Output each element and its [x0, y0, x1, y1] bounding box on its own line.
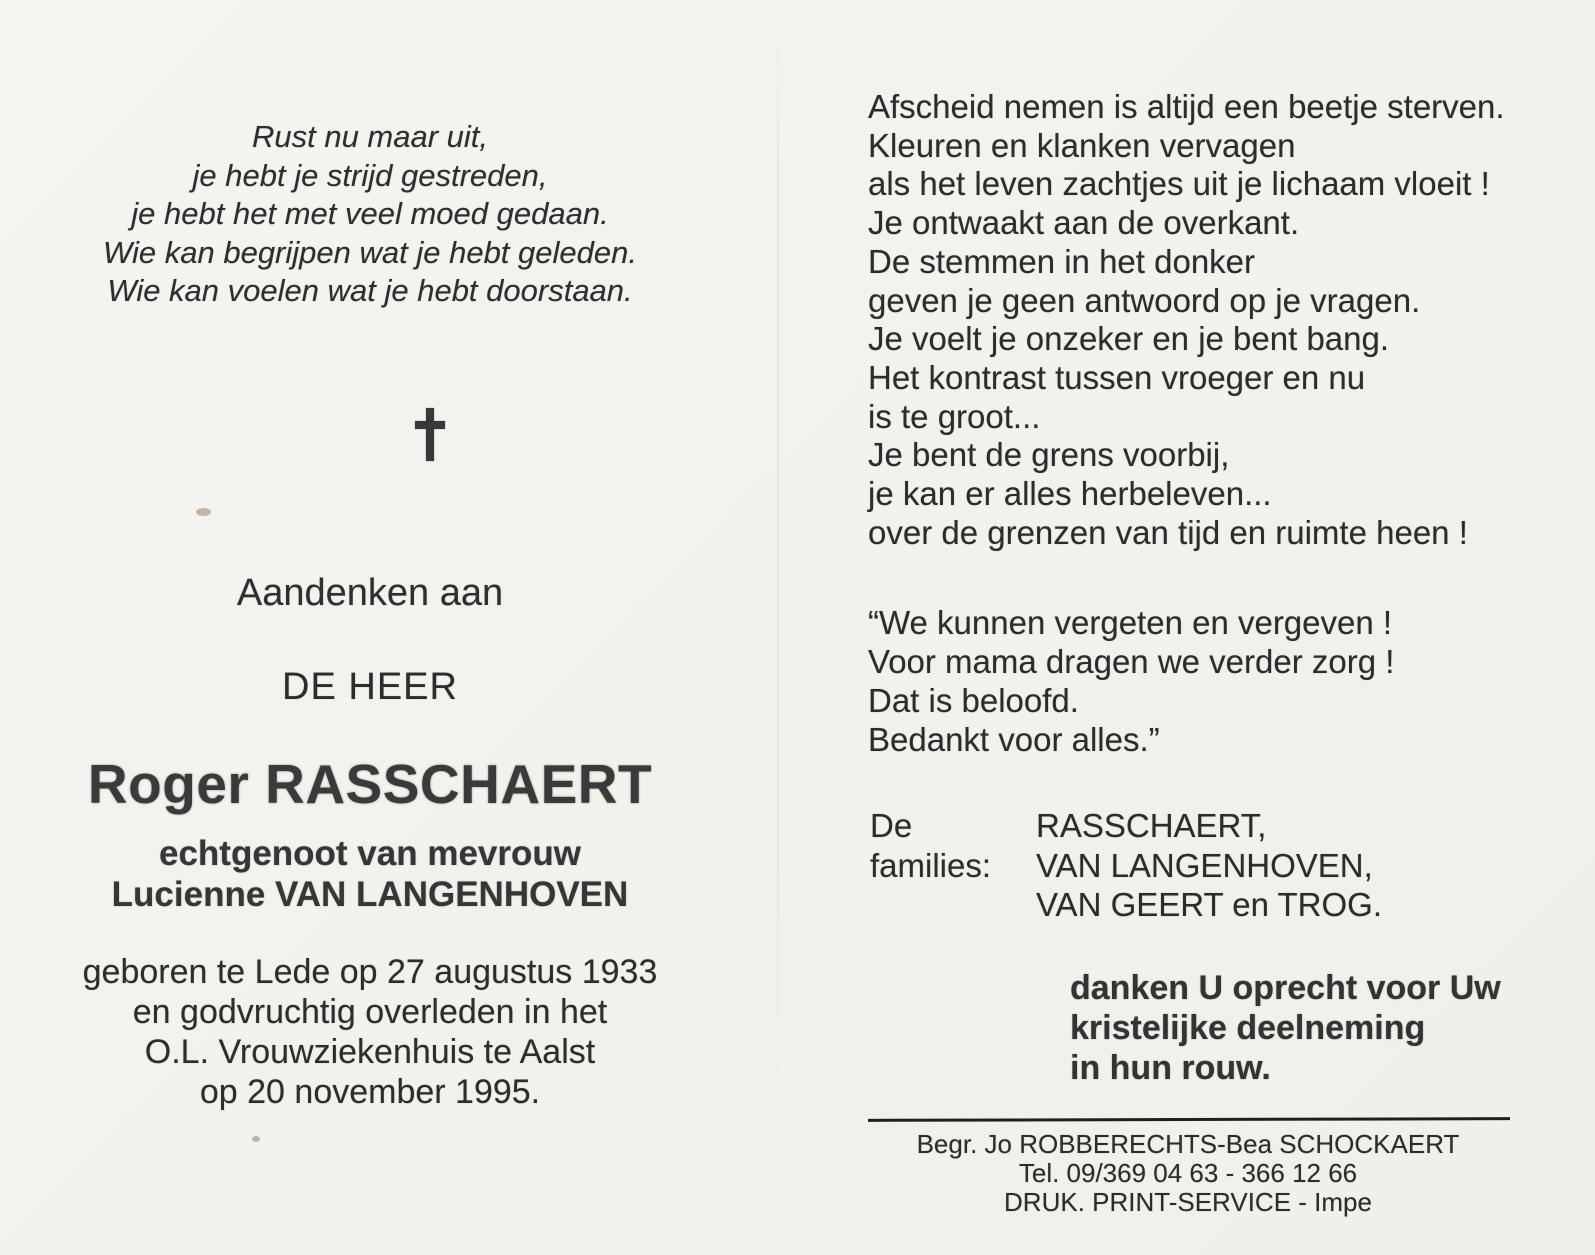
poem-line: Het kontrast tussen vroeger en nu — [868, 358, 1366, 396]
poem-line: als het leven zachtjes uit je lichaam vloeit ! — [868, 165, 1490, 203]
paper-speck — [196, 508, 211, 516]
poem-line: is te groot... — [868, 397, 1041, 435]
thanks-line: danken U oprecht voor Uw — [1070, 969, 1501, 1007]
cross-vertical-bar — [426, 408, 434, 461]
spouse-line: echtgenoot van mevrouw — [158, 834, 582, 873]
poem-line: je hebt het met veel moed gedaan. — [131, 196, 609, 231]
spouse-name: Lucienne VAN LANGENHOVEN — [111, 875, 629, 914]
farewell-poem — [868, 88, 1533, 552]
poem-line: je kan er alles herbeleven... — [868, 475, 1272, 513]
page-fold-crease — [777, 20, 779, 1170]
quote-line: Bedankt voor alles.” — [868, 721, 1160, 758]
death-line: en godvruchtig overleden in het — [132, 993, 608, 1031]
poem-line: over de grenzen van tijd en ruimte heen ! — [868, 513, 1468, 551]
undertaker-line: Begr. Jo ROBBERECHTS-Bea SCHOCKAERT — [916, 1129, 1460, 1159]
poem-line: Je voelt je onzeker en je bent bang. — [868, 320, 1390, 358]
birth-line: geboren te Lede op 27 augustus 1933 — [82, 953, 658, 991]
opening-poem — [55, 118, 685, 311]
honorific: DE HEER — [282, 666, 458, 708]
right-page — [868, 0, 1533, 1255]
quote-line: Voor mama dragen we verder zorg ! — [868, 643, 1395, 680]
memorial-label: Aandenken aan — [236, 572, 504, 614]
death-date-line: op 20 november 1995. — [199, 1073, 541, 1111]
death-place-line: O.L. Vrouwziekenhuis te Aalst — [144, 1033, 596, 1071]
families-label: De families: — [870, 807, 992, 884]
family-name: VAN LANGENHOVEN, — [1036, 846, 1373, 884]
poem-line: Je bent de grens voorbij, — [868, 436, 1230, 474]
poem-line: Je ontwaakt aan de overkant. — [868, 204, 1300, 242]
families-names — [1036, 806, 1382, 925]
phone-line: Tel. 09/369 04 63 - 366 12 66 — [1018, 1158, 1358, 1188]
poem-line: Kleuren en klanken vervagen — [868, 126, 1296, 164]
poem-line: Wie kan begrijpen wat je hebt geleden. — [103, 234, 637, 270]
poem-line: Rust nu maar uit, — [251, 119, 489, 154]
poem-line: geven je geen antwoord op je vragen. — [868, 281, 1421, 319]
left-page — [55, 0, 685, 1255]
family-name: VAN GEERT en TROG. — [1036, 886, 1383, 923]
deceased-name: Roger RASSCHAERT — [87, 753, 653, 815]
paper-speck — [252, 1136, 260, 1142]
poem-line: De stemmen in het donker — [868, 242, 1256, 280]
thanks-line: in hun rouw. — [1070, 1049, 1271, 1087]
thanks-line: kristelijke deelneming — [1070, 1009, 1426, 1047]
poem-line: Afscheid nemen is altijd een beetje sterven. — [868, 88, 1505, 125]
family-quote — [868, 603, 1533, 759]
quote-line: Dat is beloofd. — [868, 682, 1079, 719]
footer-divider — [868, 1117, 1510, 1122]
poem-line: je hebt je strijd gestreden, — [192, 157, 548, 193]
printer-line: DRUK. PRINT-SERVICE - Impe — [1004, 1187, 1372, 1217]
quote-line: “We kunnen vergeten en vergeven ! — [868, 604, 1393, 641]
cross-horizontal-bar — [415, 421, 445, 429]
funeral-home-footer — [888, 1130, 1488, 1217]
poem-line: Wie kan voelen wat je hebt doorstaan. — [107, 273, 633, 308]
thanks-block — [1070, 968, 1501, 1088]
spouse-block — [55, 833, 685, 915]
family-name: RASSCHAERT, — [1036, 807, 1267, 844]
birth-death-block — [55, 952, 685, 1112]
cross-icon — [360, 405, 445, 465]
families-block — [870, 806, 1535, 925]
